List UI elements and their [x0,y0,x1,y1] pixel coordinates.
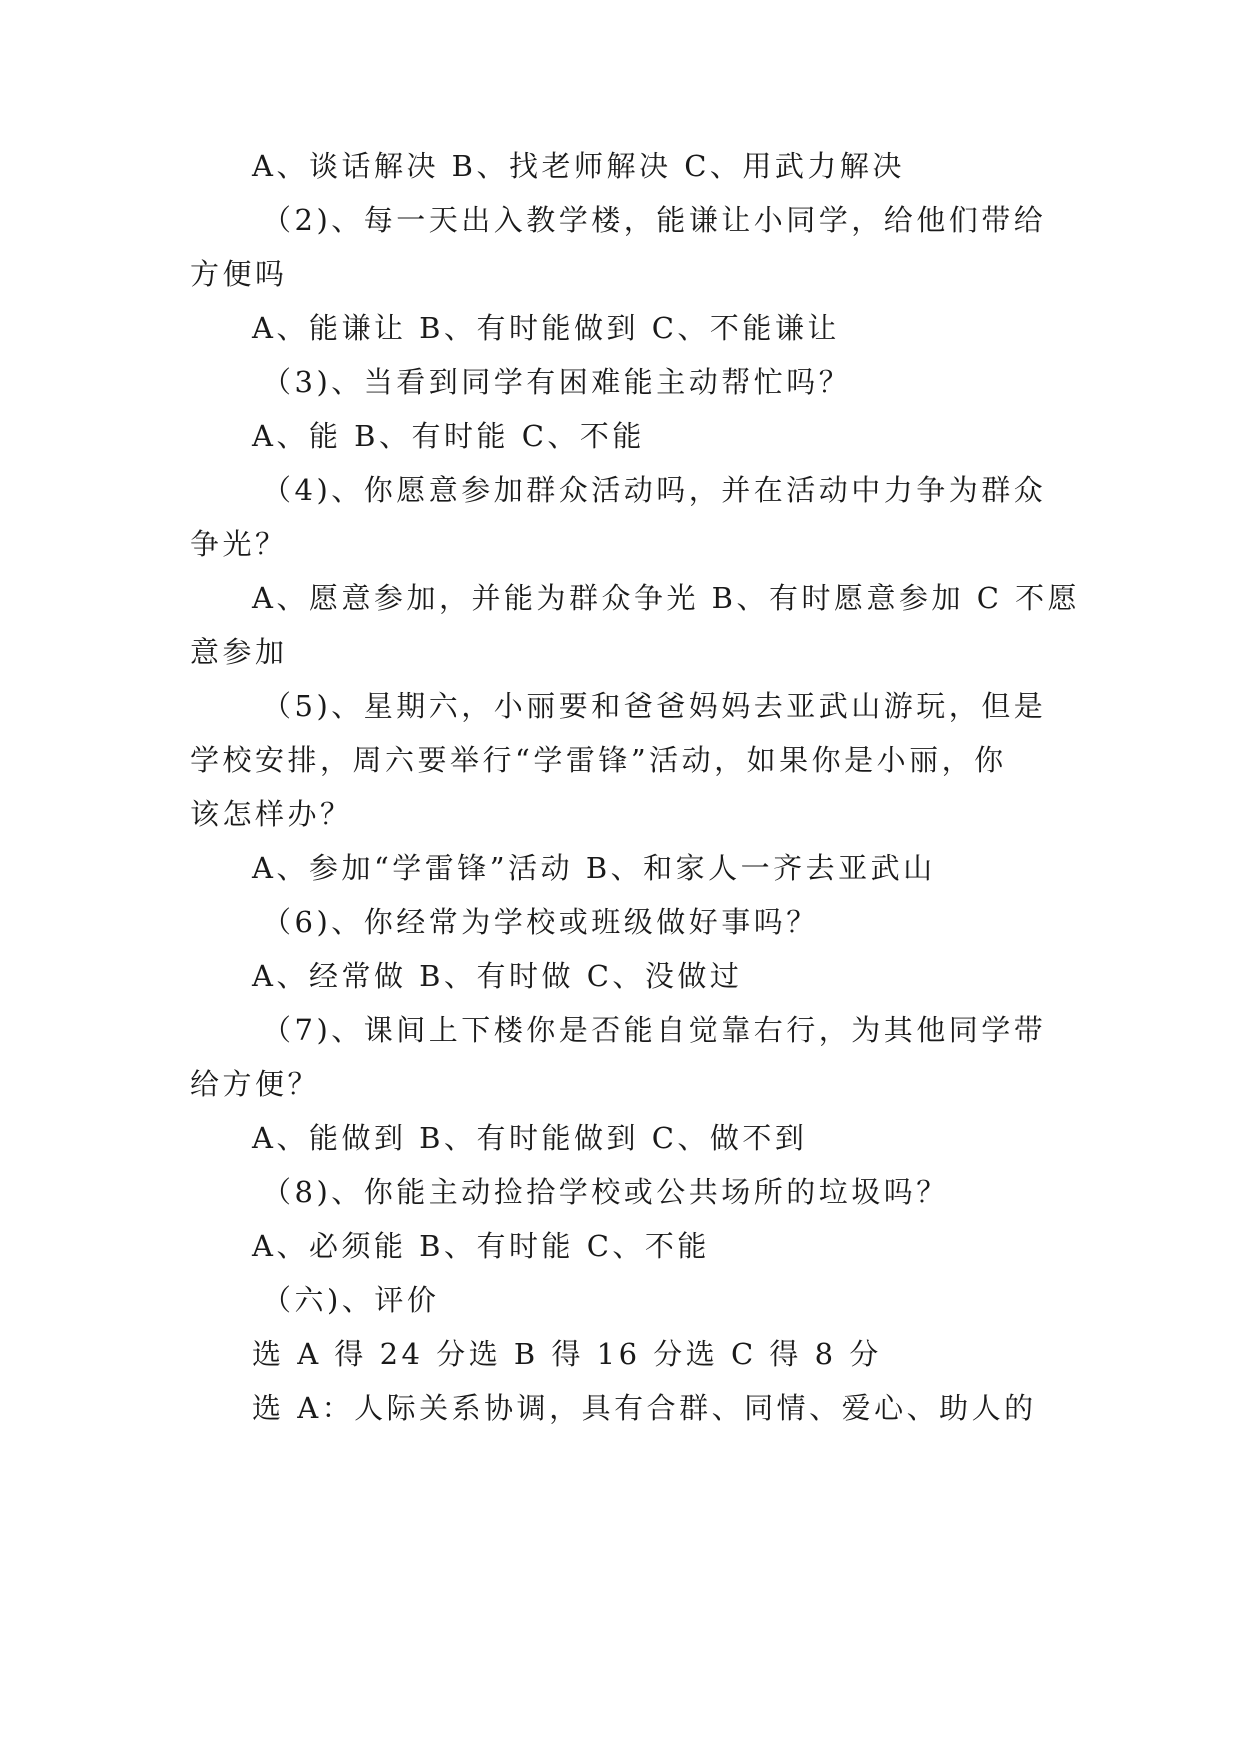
question-line: （3)、当看到同学有困难能主动帮忙吗？ [262,365,852,399]
question-line: （8)、你能主动捡拾学校或公共场所的垃圾吗？ [262,1175,949,1209]
question-line: （4)、你愿意参加群众活动吗，并在活动中力争为群众 [262,473,1047,507]
section-heading: （六)、评价 [262,1283,440,1317]
options-line: A、必须能 B、有时能 C、不能 [252,1229,710,1263]
text-line: 给方便？ [190,1067,321,1101]
evaluation-line: 选 A：人际关系协调，具有合群、同情、爱心、助人的 [252,1391,1037,1425]
options-line: A、参加“学雷锋”活动 B、和家人一齐去亚武山 [252,851,936,885]
options-line: A、能谦让 B、有时能做到 C、不能谦让 [252,311,840,345]
options-line: A、经常做 B、有时做 C、没做过 [252,959,743,993]
options-line: A、能做到 B、有时能做到 C、做不到 [252,1121,808,1155]
text-line: 学校安排，周六要举行“学雷锋”活动，如果你是小丽，你 [190,743,1007,777]
options-line: A、能 B、有时能 C、不能 [252,419,645,453]
question-line: （6)、你经常为学校或班级做好事吗？ [262,905,819,939]
text-line: A、谈话解决 B、找老师解决 C、用武力解决 [252,149,905,183]
text-line: 意参加 [190,635,288,669]
question-line: （7)、课间上下楼你是否能自觉靠右行，为其他同学带 [262,1013,1047,1047]
question-line: （5)、星期六，小丽要和爸爸妈妈去亚武山游玩，但是 [262,689,1047,723]
text-line: 方便吗 [190,257,288,291]
text-line: 该怎样办？ [190,797,353,831]
options-line: A、愿意参加，并能为群众争光 B、有时愿意参加 C 不愿 [252,581,1081,615]
text-line: 争光？ [190,527,288,561]
scoring-line: 选 A 得 24 分选 B 得 16 分选 C 得 8 分 [252,1337,882,1371]
question-line: （2)、每一天出入教学楼，能谦让小同学，给他们带给 [262,203,1047,237]
